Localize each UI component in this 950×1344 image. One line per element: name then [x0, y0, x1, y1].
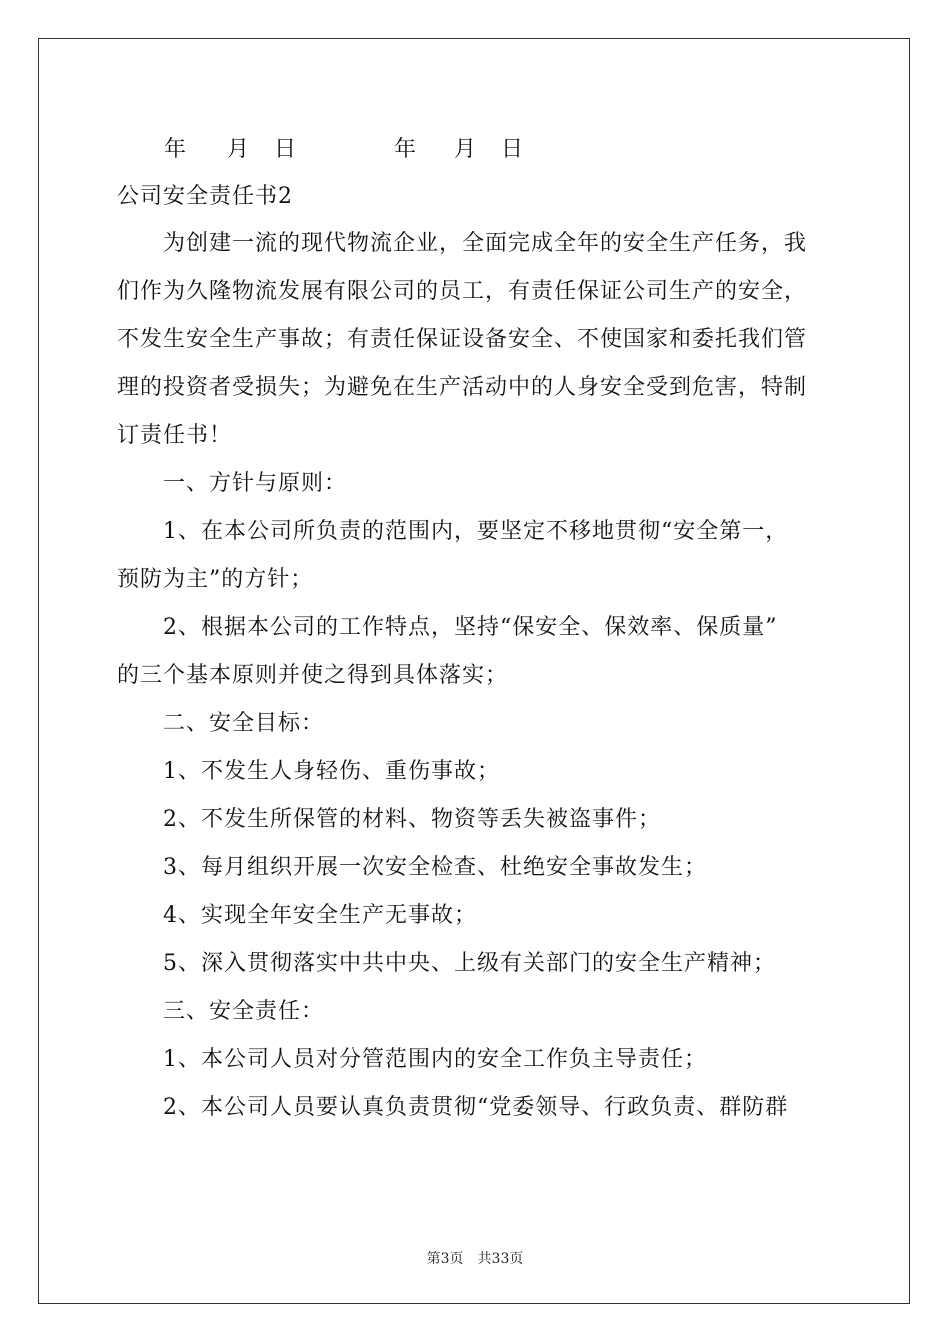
year-label-2: 年 [394, 137, 418, 162]
section2-item-5: 5、深入贯彻落实中共中央、上级有关部门的安全生产精神； [163, 951, 776, 976]
section1-item2-line2: 的三个基本原则并使之得到具体落实； [117, 663, 509, 688]
intro-line-4: 理的投资者受损失；为避免在生产活动中的人身安全受到危害，特制 [117, 375, 808, 400]
section1-item1-line1: 1、在本公司所负责的范围内，要坚定不移地贯彻“安全第一， [163, 519, 789, 544]
year-label-1: 年 [164, 137, 188, 162]
section3-heading: 三、安全责任： [163, 999, 325, 1024]
section3-item-2: 2、本公司人员要认真负责贯彻“党委领导、行政负责、群防群 [163, 1095, 789, 1120]
page-footer: 第3页 共33页 [426, 1251, 524, 1267]
day-label-2: 日 [501, 137, 525, 162]
section2-heading: 二、安全目标： [163, 711, 325, 736]
day-label-1: 日 [274, 137, 298, 162]
month-label-1: 月 [227, 137, 251, 162]
section3-item-1: 1、本公司人员对分管范围内的安全工作负主导责任； [163, 1047, 707, 1072]
intro-line-5: 订责任书！ [117, 423, 233, 448]
month-label-2: 月 [454, 137, 478, 162]
section2-item-3: 3、每月组织开展一次安全检查、杜绝安全事故发生； [163, 855, 707, 880]
section1-heading: 一、方针与原则： [163, 471, 348, 496]
section1-item1-line2: 预防为主”的方针； [117, 567, 314, 592]
signature-date-line [117, 126, 837, 174]
intro-line-3: 不发生安全生产事故；有责任保证设备安全、不使国家和委托我们管 [117, 327, 808, 352]
section2-item-4: 4、实现全年安全生产无事故； [163, 903, 477, 928]
section2-item-1: 1、不发生人身轻伤、重伤事故； [163, 759, 500, 784]
section1-item2-line1: 2、根据本公司的工作特点，坚持“保安全、保效率、保质量” [163, 615, 778, 640]
intro-line-1: 为创建一流的现代物流企业，全面完成全年的安全生产任务，我 [163, 231, 808, 256]
section2-item-2: 2、不发生所保管的材料、物资等丢失被盗事件； [163, 807, 661, 832]
document-title: 公司安全责任书2 [117, 184, 293, 209]
intro-line-2: 们作为久隆物流发展有限公司的员工，有责任保证公司生产的安全， [117, 279, 808, 304]
document-body [117, 126, 837, 1132]
